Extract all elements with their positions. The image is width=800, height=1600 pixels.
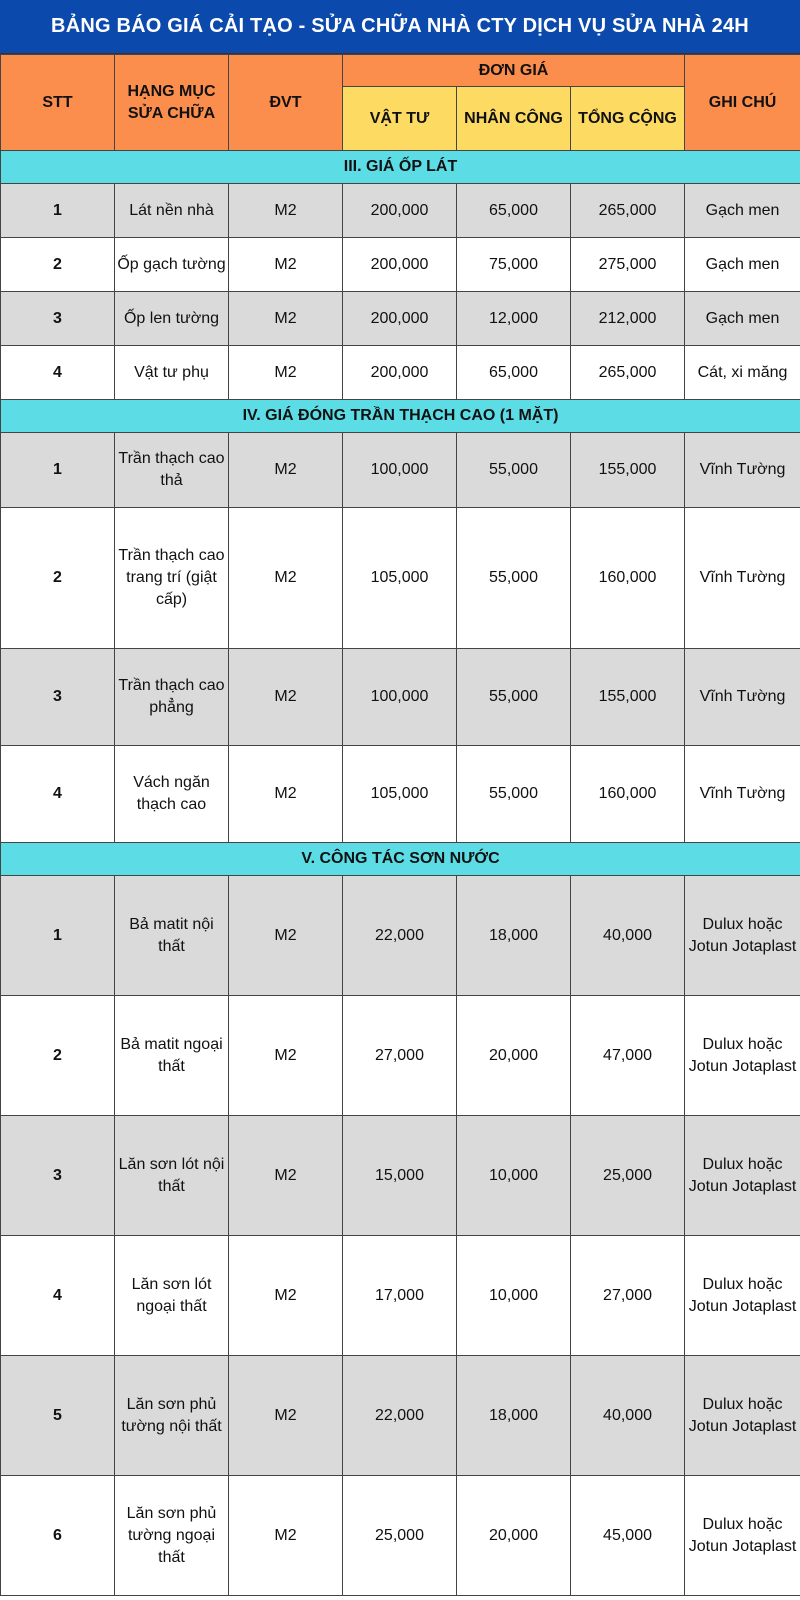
cell-labor: 65,000 (457, 184, 571, 238)
cell-labor: 75,000 (457, 238, 571, 292)
cell-total: 265,000 (571, 346, 685, 400)
cell-total: 40,000 (571, 876, 685, 996)
cell-note: Gạch men (685, 292, 800, 346)
cell-labor: 18,000 (457, 1356, 571, 1476)
table-row (1, 508, 800, 649)
table-header (1, 55, 800, 151)
cell-material: 105,000 (343, 508, 457, 649)
cell-labor: 10,000 (457, 1236, 571, 1356)
cell-unit: M2 (229, 433, 343, 508)
section-row (1, 843, 800, 876)
cell-material: 22,000 (343, 1356, 457, 1476)
cell-material: 22,000 (343, 876, 457, 996)
cell-item: Bả matit ngoại thất (115, 996, 229, 1116)
cell-stt: 4 (1, 1236, 115, 1356)
cell-unit: M2 (229, 346, 343, 400)
cell-unit: M2 (229, 649, 343, 746)
cell-material: 100,000 (343, 433, 457, 508)
table-row (1, 996, 800, 1116)
cell-material: 100,000 (343, 649, 457, 746)
cell-item: Lăn sơn phủ tường nội thất (115, 1356, 229, 1476)
cell-note: Dulux hoặc Jotun Jotaplast (685, 1476, 800, 1596)
cell-labor: 55,000 (457, 649, 571, 746)
cell-labor: 55,000 (457, 508, 571, 649)
page-title: BẢNG BÁO GIÁ CẢI TẠO - SỬA CHỮA NHÀ CTY DỊCH VỤ SỬA NHÀ 24H (0, 0, 800, 54)
cell-total: 212,000 (571, 292, 685, 346)
cell-unit: M2 (229, 876, 343, 996)
cell-stt: 1 (1, 876, 115, 996)
cell-stt: 4 (1, 746, 115, 843)
header-unit: ĐVT (229, 55, 343, 151)
cell-item: Ốp gạch tường (115, 238, 229, 292)
cell-note: Vĩnh Tường (685, 508, 800, 649)
header-material: VẬT TƯ (343, 87, 457, 151)
header-labor: NHÂN CÔNG (457, 87, 571, 151)
cell-stt: 4 (1, 346, 115, 400)
cell-labor: 55,000 (457, 746, 571, 843)
cell-item: Vật tư phụ (115, 346, 229, 400)
table-row (1, 1116, 800, 1236)
section-title: IV. GIÁ ĐÓNG TRẦN THẠCH CAO (1 MẶT) (1, 400, 800, 433)
cell-material: 17,000 (343, 1236, 457, 1356)
table-body (1, 151, 800, 1596)
cell-total: 275,000 (571, 238, 685, 292)
section-row (1, 400, 800, 433)
cell-total: 25,000 (571, 1116, 685, 1236)
price-table (0, 54, 800, 1596)
cell-note: Dulux hoặc Jotun Jotaplast (685, 996, 800, 1116)
table-row (1, 1476, 800, 1596)
cell-note: Dulux hoặc Jotun Jotaplast (685, 876, 800, 996)
cell-unit: M2 (229, 292, 343, 346)
cell-labor: 65,000 (457, 346, 571, 400)
cell-item: Trần thạch cao phẳng (115, 649, 229, 746)
cell-total: 27,000 (571, 1236, 685, 1356)
cell-note: Dulux hoặc Jotun Jotaplast (685, 1116, 800, 1236)
cell-unit: M2 (229, 1476, 343, 1596)
cell-labor: 20,000 (457, 1476, 571, 1596)
cell-item: Lăn sơn phủ tường ngoại thất (115, 1476, 229, 1596)
cell-note: Gạch men (685, 238, 800, 292)
cell-item: Ốp len tường (115, 292, 229, 346)
cell-item: Vách ngăn thạch cao (115, 746, 229, 843)
cell-stt: 2 (1, 238, 115, 292)
cell-total: 40,000 (571, 1356, 685, 1476)
cell-material: 15,000 (343, 1116, 457, 1236)
table-row (1, 746, 800, 843)
cell-unit: M2 (229, 1356, 343, 1476)
cell-note: Dulux hoặc Jotun Jotaplast (685, 1236, 800, 1356)
cell-note: Dulux hoặc Jotun Jotaplast (685, 1356, 800, 1476)
cell-material: 25,000 (343, 1476, 457, 1596)
cell-note: Cát, xi măng (685, 346, 800, 400)
table-row (1, 238, 800, 292)
header-total: TỔNG CỘNG (571, 87, 685, 151)
cell-total: 45,000 (571, 1476, 685, 1596)
cell-stt: 3 (1, 292, 115, 346)
cell-item: Lăn sơn lót nội thất (115, 1116, 229, 1236)
cell-total: 160,000 (571, 508, 685, 649)
section-title: III. GIÁ ỐP LÁT (1, 151, 800, 184)
cell-labor: 12,000 (457, 292, 571, 346)
table-row (1, 433, 800, 508)
cell-stt: 3 (1, 1116, 115, 1236)
header-price: ĐƠN GIÁ (343, 55, 685, 87)
cell-note: Vĩnh Tường (685, 433, 800, 508)
cell-total: 47,000 (571, 996, 685, 1116)
cell-item: Trần thạch cao trang trí (giật cấp) (115, 508, 229, 649)
cell-total: 265,000 (571, 184, 685, 238)
table-row (1, 292, 800, 346)
cell-item: Lăn sơn lót ngoại thất (115, 1236, 229, 1356)
header-item: HẠNG MỤC SỬA CHỮA (115, 55, 229, 151)
table-row (1, 1356, 800, 1476)
cell-stt: 5 (1, 1356, 115, 1476)
cell-unit: M2 (229, 184, 343, 238)
cell-unit: M2 (229, 996, 343, 1116)
table-row (1, 1236, 800, 1356)
cell-stt: 1 (1, 184, 115, 238)
cell-labor: 18,000 (457, 876, 571, 996)
cell-material: 105,000 (343, 746, 457, 843)
cell-stt: 1 (1, 433, 115, 508)
table-row (1, 649, 800, 746)
table-row (1, 346, 800, 400)
cell-labor: 55,000 (457, 433, 571, 508)
cell-stt: 2 (1, 508, 115, 649)
cell-item: Lát nền nhà (115, 184, 229, 238)
cell-material: 200,000 (343, 184, 457, 238)
header-stt: STT (1, 55, 115, 151)
cell-note: Vĩnh Tường (685, 746, 800, 843)
cell-total: 160,000 (571, 746, 685, 843)
cell-note: Gạch men (685, 184, 800, 238)
cell-item: Trần thạch cao thả (115, 433, 229, 508)
cell-unit: M2 (229, 1236, 343, 1356)
cell-material: 200,000 (343, 346, 457, 400)
cell-material: 200,000 (343, 292, 457, 346)
cell-unit: M2 (229, 746, 343, 843)
cell-unit: M2 (229, 1116, 343, 1236)
section-row (1, 151, 800, 184)
cell-labor: 10,000 (457, 1116, 571, 1236)
cell-unit: M2 (229, 238, 343, 292)
header-note: GHI CHÚ (685, 55, 800, 151)
cell-item: Bả matit nội thất (115, 876, 229, 996)
cell-total: 155,000 (571, 433, 685, 508)
cell-stt: 2 (1, 996, 115, 1116)
table-row (1, 876, 800, 996)
cell-material: 200,000 (343, 238, 457, 292)
cell-stt: 6 (1, 1476, 115, 1596)
section-title: V. CÔNG TÁC SƠN NƯỚC (1, 843, 800, 876)
cell-material: 27,000 (343, 996, 457, 1116)
cell-total: 155,000 (571, 649, 685, 746)
cell-stt: 3 (1, 649, 115, 746)
table-row (1, 184, 800, 238)
cell-unit: M2 (229, 508, 343, 649)
cell-note: Vĩnh Tường (685, 649, 800, 746)
cell-labor: 20,000 (457, 996, 571, 1116)
